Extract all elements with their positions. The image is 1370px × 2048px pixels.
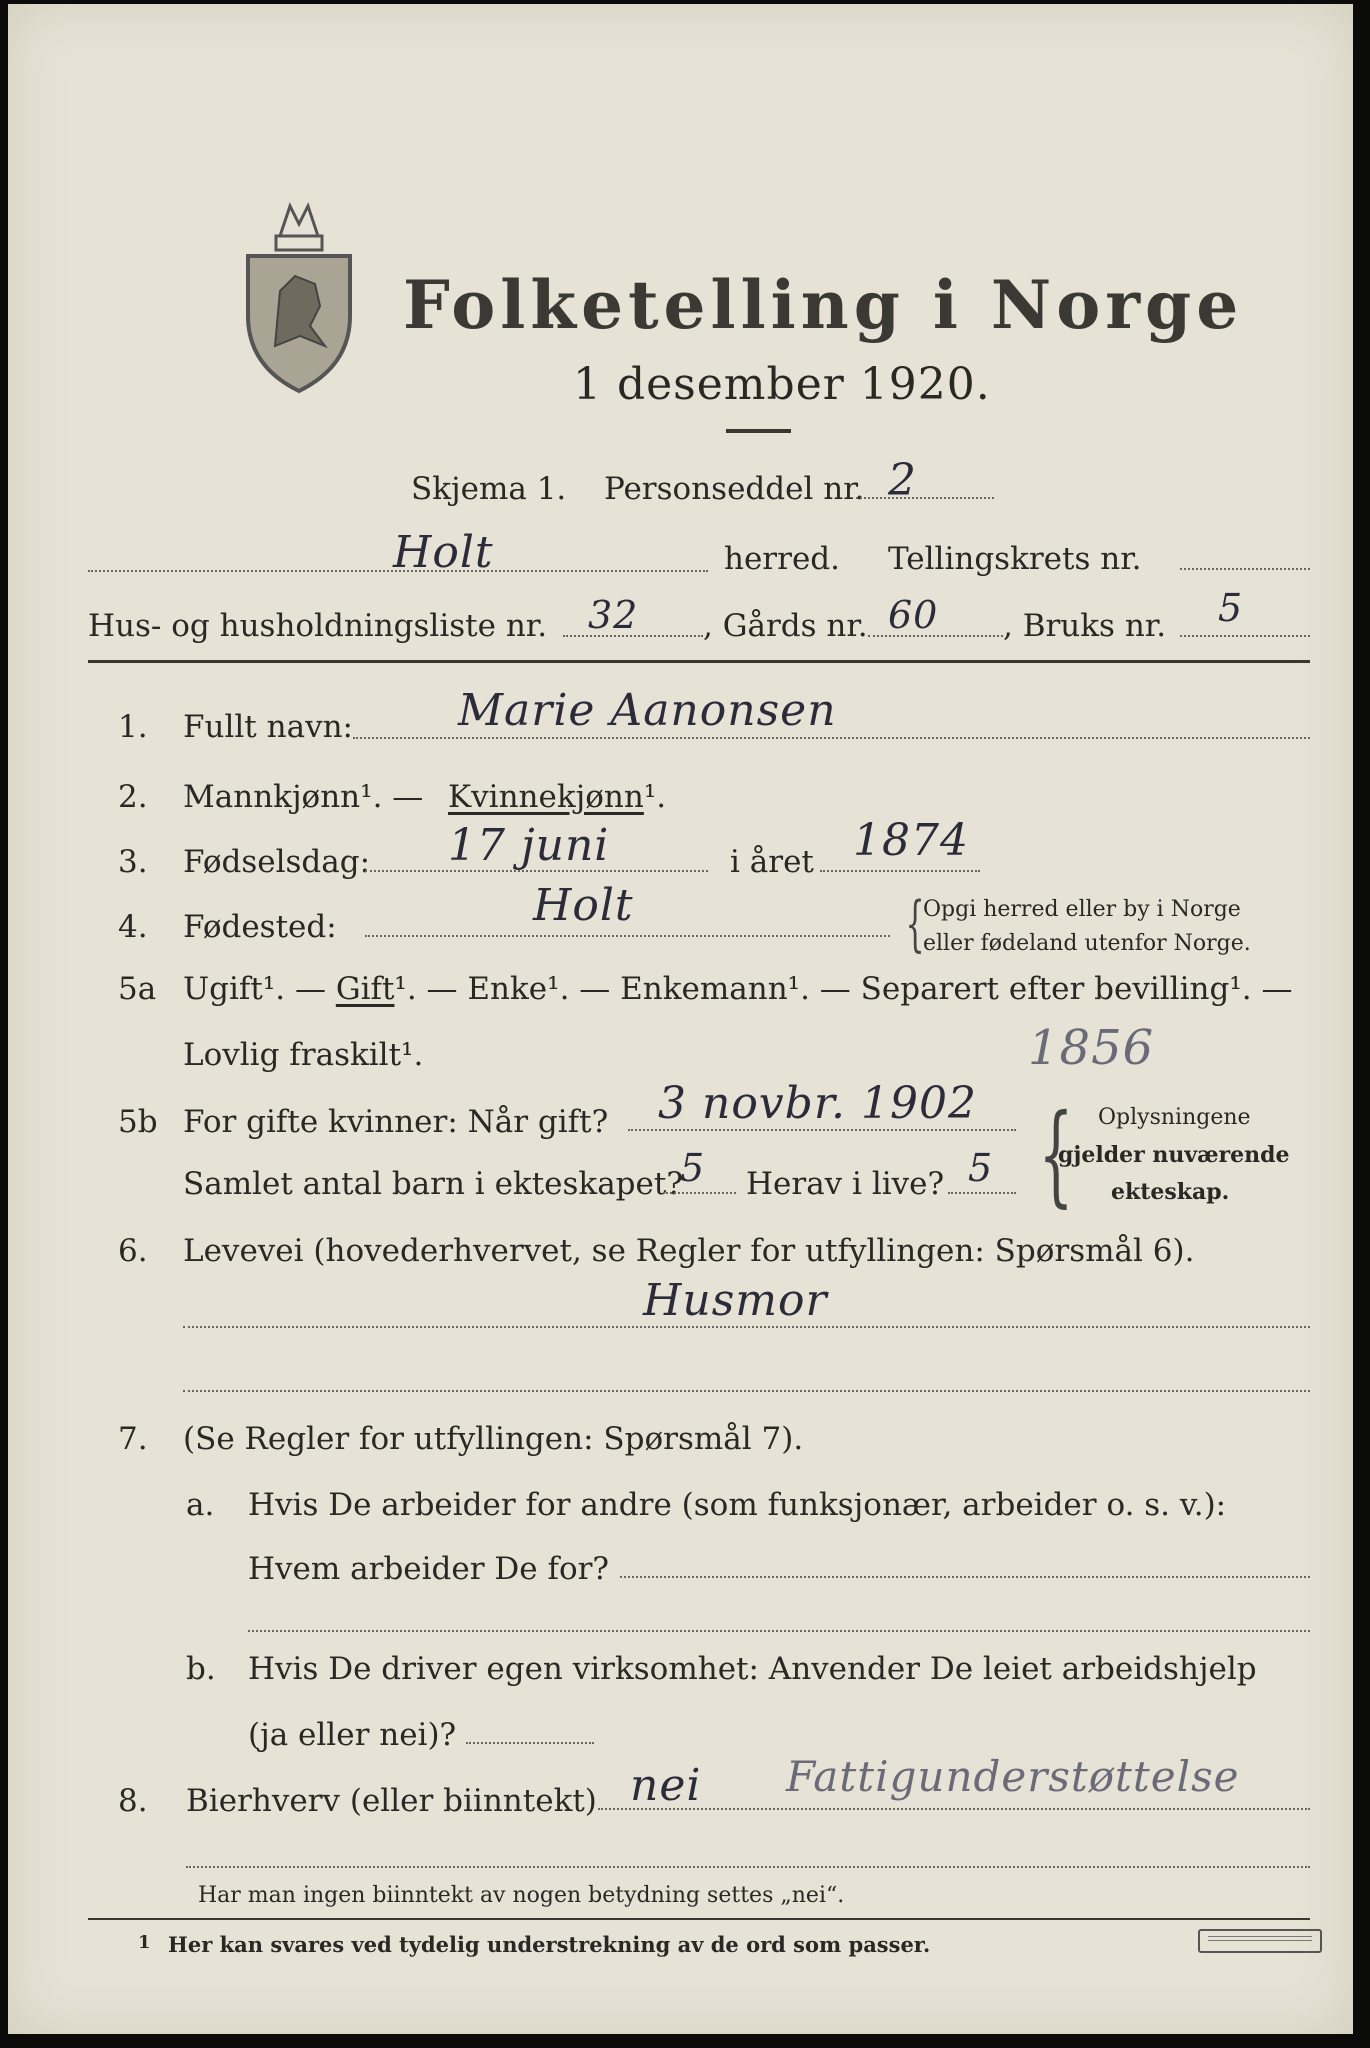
q5b-brace: { [1038,1090,1074,1218]
q6-occupation[interactable]: Husmor [643,1275,828,1326]
q8-value-2[interactable]: Fattigunderstøttelse [786,1752,1240,1801]
norway-coat-of-arms-icon [240,196,358,400]
personseddel-line [856,497,994,499]
q4-birthplace[interactable]: Holt [533,880,634,931]
title-divider [726,429,791,433]
q5b-live-line [948,1192,1016,1194]
q3-year-label: i året [730,844,814,880]
q3-label: Fødselsdag: [183,844,371,880]
q8-note: Har man ingen biinntekt av nogen betydning settes „nei“. [198,1883,845,1908]
q5a-other-options: ¹. — Enke¹. — Enkemann¹. — Separert efter bevilling¹. — [394,971,1293,1007]
footer-divider [88,1918,1310,1920]
q7a-number: a. [186,1487,215,1523]
q5b-note-2: gjelder nuværende [1058,1142,1290,1168]
q1-full-name[interactable]: Marie Aanonsen [458,685,837,736]
q8-line-2 [186,1866,1310,1868]
q2-mann: Mannkjønn¹. — [183,779,424,815]
gards-label: , Gårds nr. [703,608,868,644]
q5a-line2: Lovlig fraskilt¹. [183,1037,424,1073]
q1-number: 1. [118,709,148,745]
q6-number: 6. [118,1233,148,1269]
q6-line-1 [183,1326,1310,1328]
q7b-number: b. [186,1651,216,1687]
q5b-date-line [628,1129,1016,1131]
q5b-note-3: ekteskap. [1111,1179,1230,1205]
herred-value[interactable]: Holt [393,527,494,578]
q3-birth-day[interactable]: 17 juni [448,820,610,871]
q2-number: 2. [118,779,148,815]
q5b-number: 5b [118,1104,158,1140]
q5b-marriage-date[interactable]: 3 novbr. 1902 [658,1078,977,1129]
q5b-barn-value[interactable]: 5 [680,1146,706,1190]
q4-note-2: eller fødeland utenfor Norge. [923,931,1251,956]
q2-kvinne-wrap [448,779,667,815]
q5b-note-1: Oplysningene [1098,1105,1251,1130]
q7a-line-2 [248,1630,1310,1632]
footnote-mark: 1 [138,1932,151,1953]
schema-label: Skjema 1. [411,471,567,507]
q7-label: (Se Regler for utfyllingen: Spørsmål 7). [183,1421,804,1457]
personseddel-value[interactable]: 2 [888,455,917,506]
form-title: Folketelling i Norge [403,266,1244,344]
q5a-number: 5a [118,971,157,1007]
q1-label: Fullt navn: [183,709,353,745]
q8-value[interactable]: nei [630,1760,702,1811]
hus-value[interactable]: 32 [588,593,639,637]
q7-number: 7. [118,1421,148,1457]
q3-number: 3. [118,844,148,880]
hus-label: Hus- og husholdningsliste nr. [88,608,548,644]
bruks-line [1180,635,1310,637]
q5b-label: For gifte kvinner: Når gift? [183,1104,609,1140]
q5a-options [183,971,1293,1007]
census-date: 1 desember 1920. [573,359,991,410]
q7a-text: Hvis De arbeider for andre (som funksjonær, arbeider o. s. v.): [248,1487,1227,1523]
herred-label: herred. [724,541,840,577]
census-form-sheet [8,4,1353,2034]
q6-label: Levevei (hovederhvervet, se Regler for utfyllingen: Spørsmål 6). [183,1233,1195,1269]
printer-stamp [1198,1929,1322,1953]
q2-kvinne-underlined[interactable]: Kvinnekjønn [448,779,644,815]
q7a-question: Hvem arbeider De for? [248,1551,610,1587]
q8-line-1 [598,1808,1310,1810]
q5a-ugift[interactable]: Ugift¹. — [183,971,326,1007]
q7a-line-1 [620,1576,1310,1578]
personseddel-label: Personseddel nr. [604,471,865,507]
q4-label: Fødested: [183,909,337,945]
bruks-value[interactable]: 5 [1218,586,1244,630]
header-divider [88,660,1310,663]
q5b-live-label: Herav i live? [746,1166,945,1202]
q6-line-2 [183,1390,1310,1392]
q5b-barn-label: Samlet antal barn i ekteskapet? [183,1166,683,1202]
q8-label: Bierhverv (eller biinntekt) [186,1783,597,1819]
q4-brace: { [905,889,925,959]
q5a-margin-note: 1856 [1028,1020,1155,1076]
q8-number: 8. [118,1783,148,1819]
q4-number: 4. [118,909,148,945]
gards-value[interactable]: 60 [888,593,939,637]
q5a-gift-underlined[interactable]: Gift [335,971,395,1007]
q5b-live-value[interactable]: 5 [968,1146,994,1190]
tellingskrets-line [1180,568,1310,570]
q4-note-1: Opgi herred eller by i Norge [923,897,1241,922]
q7b-line [466,1742,594,1744]
q5b-barn-line [663,1192,736,1194]
q2-kvinne-sup: ¹. [643,779,667,815]
q1-line [353,737,1310,739]
q7b-question: (ja eller nei)? [248,1717,457,1753]
footnote-text: Her kan svares ved tydelig understrekning av de ord som passer. [168,1932,931,1957]
bruks-label: , Bruks nr. [1003,608,1167,644]
q3-birth-year[interactable]: 1874 [853,815,969,866]
q3-year-line [820,870,980,872]
q4-line [365,935,890,937]
q7b-text: Hvis De driver egen virksomhet: Anvender De leiet arbeidshjelp [248,1651,1257,1687]
tellingskrets-label: Tellingskrets nr. [888,541,1142,577]
